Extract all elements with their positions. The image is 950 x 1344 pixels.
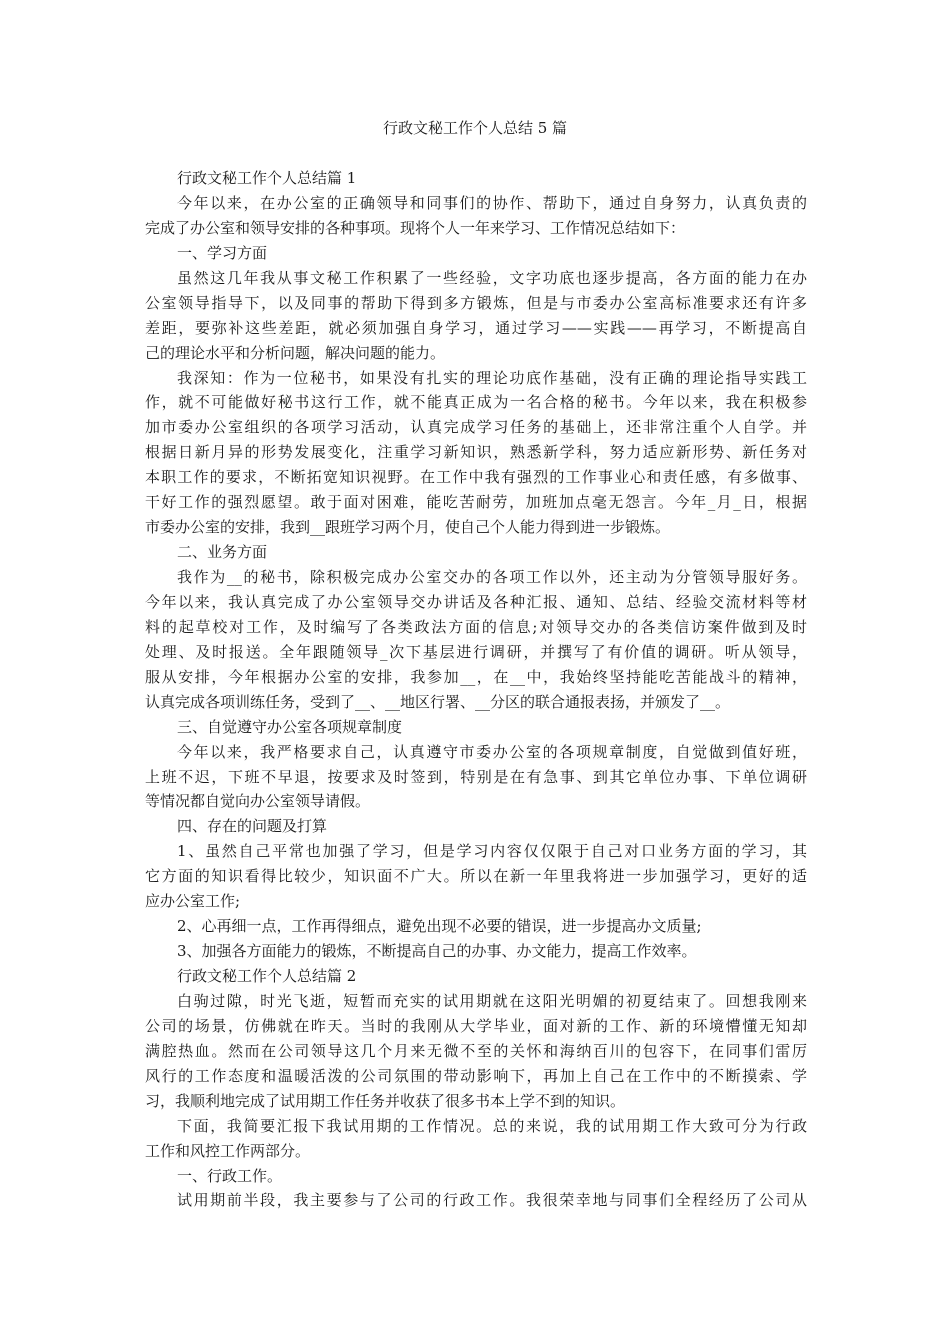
text-line: 它方面的知识看得比较少，知识面不广大。所以在新一年里我将进一步加强学习，更好的适 [145, 867, 807, 886]
text-line: 行政文秘工作个人总结篇 2 [177, 967, 357, 985]
text-line: 行政文秘工作个人总结篇 1 [177, 169, 357, 187]
text-line: 试用期前半段，我主要参与了公司的行政工作。我很荣幸地与同事们全程经历了公司从 [177, 1191, 807, 1210]
text-line: 2、心再细一点，工作再得细点，避免出现不必要的错误，进一步提高办文质量; [177, 917, 702, 936]
text-line: 今年以来，我严格要求自己，认真遵守市委办公室的各项规章制度，自觉做到值好班， [177, 742, 807, 761]
text-line: 白驹过隙，时光飞逝，短暂而充实的试用期就在这阳光明媚的初夏结束了。回想我刚来 [177, 991, 807, 1010]
text-line: 上班不迟，下班不早退，按要求及时签到，特别是在有急事、到其它单位办事、下单位调研 [145, 767, 807, 786]
text-line: 今年以来，我认真完成了办公室领导交办讲话及各种汇报、通知、总结、经验交流材料等材 [145, 592, 807, 611]
text-line: 一、学习方面 [177, 243, 268, 262]
text-line: 1、虽然自己平常也加强了学习，但是学习内容仅仅限于自己对口业务方面的学习，其 [177, 842, 807, 861]
text-line: 我作为__的秘书，除积极完成办公室交办的各项工作以外，还主动为分管领导服好务。 [177, 568, 807, 586]
text-line: 一、行政工作。 [177, 1166, 283, 1185]
text-line: 今年以来，在办公室的正确领导和同事们的协作、帮助下，通过自身努力，认真负责的 [177, 193, 807, 212]
document-title: 行政文秘工作个人总结 5 篇 [382, 119, 568, 137]
text-line: 市委办公室的安排，我到__跟班学习两个月，使自己个人能力得到进一步锻炼。 [145, 518, 671, 537]
text-line: 我深知：作为一位秘书，如果没有扎实的理论功底作基础，没有正确的理论指导实践工 [177, 368, 807, 387]
text-line: 3、加强各方面能力的锻炼，不断提高自己的办事、办文能力，提高工作效率。 [177, 942, 697, 961]
text-line: 服从安排，今年根据办公室的安排，我参加__，在__中，我始终坚持能吃苦能战斗的精神， [145, 667, 807, 686]
text-line: 完成了办公室和领导安排的各种事项。现将个人一年来学习、工作情况总结如下： [145, 218, 686, 237]
text-line: 差距，要弥补这些差距，就必须加强自身学习，通过学习——实践——再学习，不断提高自 [145, 318, 807, 337]
text-line: 虽然这几年我从事文秘工作积累了一些经验，文字功底也逐步提高，各方面的能力在办 [177, 268, 807, 287]
text-line: 四、存在的问题及打算 [177, 817, 328, 836]
text-line: 干好工作的强烈愿望。敢于面对困难，能吃苦耐劳，加班加点毫无怨言。今年_月_日，根据 [145, 493, 807, 512]
text-line: 风行的工作态度和温暖活泼的公司氛围的带动影响下，再加上自己在工作中的不断摸索、学 [145, 1066, 807, 1085]
text-line: 处理、及时报送。全年跟随领导_次下基层进行调研，并撰写了有价值的调研。听从领导， [145, 642, 807, 661]
text-line: 下面，我简要汇报下我试用期的工作情况。总的来说，我的试用期工作大致可分为行政 [177, 1116, 807, 1135]
text-line: 等情况都自觉向办公室领导请假。 [145, 792, 371, 811]
text-line: 三、自觉遵守办公室各项规章制度 [177, 717, 403, 736]
text-line: 满腔热血。然而在公司领导这几个月来无微不至的关怀和海纳百川的包容下，在同事们雷厉 [145, 1041, 807, 1060]
text-line: 二、业务方面 [177, 543, 268, 562]
text-line: 公室领导指导下，以及同事的帮助下得到多方锻炼，但是与市委办公室高标准要求还有许多 [145, 293, 807, 312]
text-line: 习，我顺利地完成了试用期工作任务并收获了很多书本上学不到的知识。 [145, 1091, 626, 1110]
text-line: 工作和风控工作两部分。 [145, 1141, 311, 1160]
text-line: 本职工作的要求，不断拓宽知识视野。在工作中我有强烈的工作事业心和责任感，有多做事、 [145, 468, 807, 487]
text-line: 公司的场景，仿佛就在昨天。当时的我刚从大学毕业，面对新的工作、新的环境懵懂无知却 [145, 1016, 807, 1035]
text-line: 料的起草校对工作，及时编写了各类政法方面的信息;对领导交办的各类信访案件做到及时 [145, 617, 807, 636]
document-body [145, 166, 807, 1213]
text-line: 应办公室工作; [145, 892, 241, 911]
text-line: 己的理论水平和分析问题，解决问题的能力。 [145, 343, 446, 362]
text-line: 作，就不可能做好秘书这行工作，就不能真正成为一名合格的秘书。今年以来，我在积极参 [145, 393, 807, 412]
text-line: 认真完成各项训练任务，受到了__、__地区行署、__分区的联合通报表扬，并颁发了__。 [145, 692, 731, 711]
text-line: 加市委办公室组织的各项学习活动，认真完成学习任务的基础上，还非常注重个人自学。并 [145, 418, 807, 437]
text-line: 根据日新月异的形势发展变化，注重学习新知识，熟悉新学科，努力适应新形势、新任务对 [145, 443, 807, 462]
